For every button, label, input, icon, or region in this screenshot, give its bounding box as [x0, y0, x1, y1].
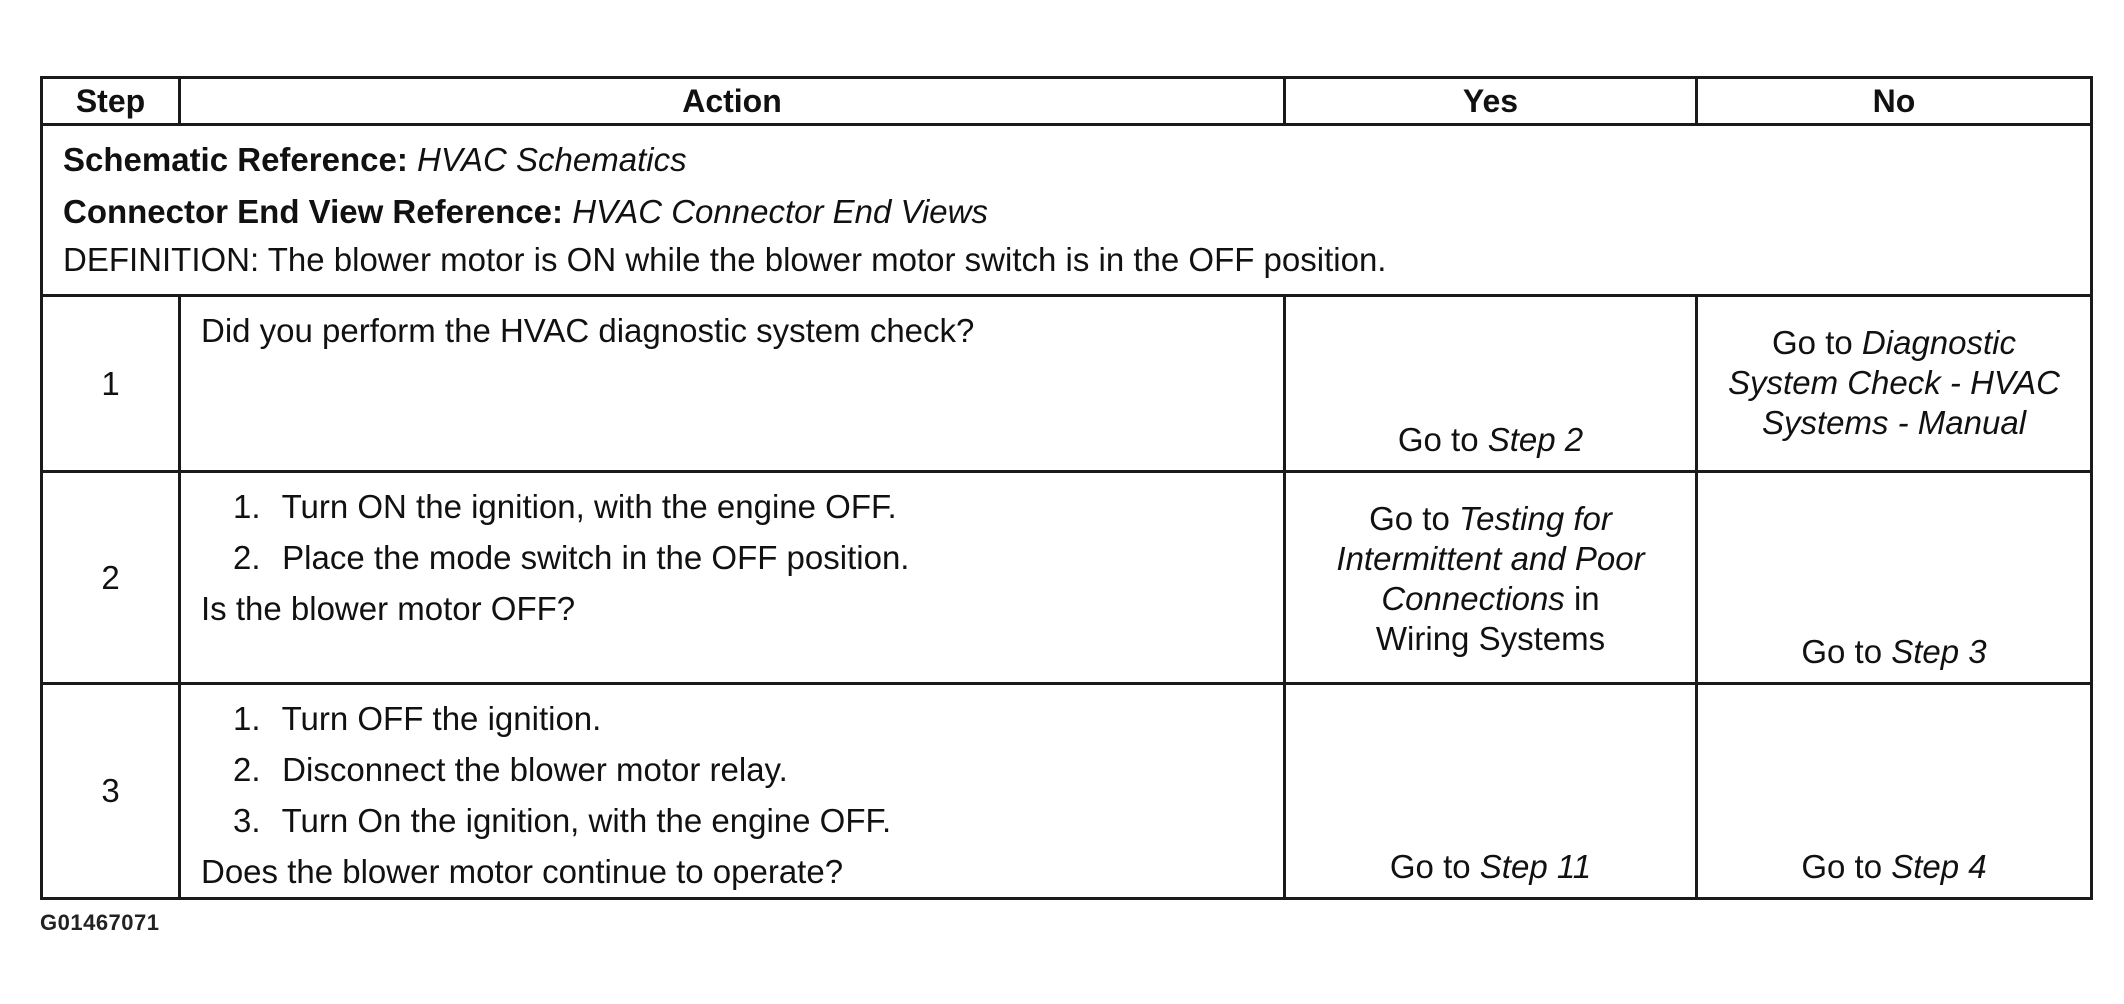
no-prefix: Go to: [1801, 848, 1883, 885]
yes-link-testing-1[interactable]: Testing for: [1459, 500, 1612, 537]
yes-wiring-systems: Wiring Systems: [1375, 620, 1606, 657]
header-row: [42, 78, 2092, 125]
substep: [201, 532, 1263, 583]
yes-cell: [1285, 296, 1697, 472]
schematic-reference-label: Schematic Reference:: [63, 141, 408, 178]
substep-text: Turn On the ignition, with the engine OFF.: [281, 802, 892, 839]
table-row-step-1: [42, 296, 2092, 472]
figure-id: G01467071: [40, 910, 160, 935]
no-link-step-4[interactable]: Step 4: [1891, 848, 1987, 885]
action-question: Did you perform the HVAC diagnostic system check?: [201, 312, 975, 349]
no-link-diagnostic-check-1[interactable]: Diagnostic: [1861, 324, 2016, 361]
action-cell: [180, 472, 1285, 684]
no-prefix: Go to: [1801, 633, 1883, 670]
substep: [201, 744, 1263, 795]
action-question: Is the blower motor OFF?: [201, 590, 576, 627]
substep: [201, 795, 1263, 846]
step-number: 2: [42, 472, 180, 684]
action-cell: [180, 296, 1285, 472]
diagnostic-table: [40, 76, 2093, 900]
connector-reference: [63, 186, 2070, 238]
substep-text: Turn OFF the ignition.: [281, 700, 602, 737]
step-number: 1: [42, 296, 180, 472]
no-cell: [1697, 684, 2092, 899]
substep-number: 2.: [233, 751, 261, 788]
reference-cell: [42, 125, 2092, 296]
yes-link-step-2[interactable]: Step 2: [1487, 421, 1584, 458]
table-row-step-3: [42, 684, 2092, 899]
substep-number: 2.: [233, 539, 261, 576]
substep-text: Turn ON the ignition, with the engine OFF.: [281, 488, 897, 525]
schematic-reference: [63, 134, 2070, 186]
substep: [201, 481, 1263, 532]
yes-link-testing-3[interactable]: Connections: [1381, 580, 1565, 617]
yes-prefix: Go to: [1369, 500, 1450, 537]
no-link-step-3[interactable]: Step 3: [1891, 633, 1987, 670]
step-number: 3: [42, 684, 180, 899]
substep-number: 1.: [233, 488, 261, 525]
table-row-step-2: [42, 472, 2092, 684]
yes-cell: [1285, 472, 1697, 684]
yes-prefix: Go to: [1397, 421, 1479, 458]
action-question: Does the blower motor continue to operate?: [201, 853, 844, 890]
header-action: Action: [180, 78, 1285, 125]
header-yes: Yes: [1285, 78, 1697, 125]
reference-row: [42, 125, 2092, 296]
definition-text: DEFINITION: The blower motor is ON while the blower motor switch is in the OFF position.: [63, 241, 1387, 278]
yes-suffix: in: [1573, 580, 1600, 617]
yes-link-step-11[interactable]: Step 11: [1479, 848, 1592, 885]
no-cell: [1697, 296, 2092, 472]
yes-link-testing-2[interactable]: Intermittent and Poor: [1336, 540, 1645, 577]
header-no: No: [1697, 78, 2092, 125]
yes-prefix: Go to: [1389, 848, 1471, 885]
substep: [201, 693, 1263, 744]
connector-reference-link[interactable]: HVAC Connector End Views: [572, 193, 988, 230]
connector-reference-label: Connector End View Reference:: [63, 193, 564, 230]
yes-cell: [1285, 684, 1697, 899]
schematic-reference-link[interactable]: HVAC Schematics: [417, 141, 687, 178]
no-prefix: Go to: [1772, 324, 1853, 361]
no-link-diagnostic-check-3[interactable]: Systems - Manual: [1761, 404, 2027, 441]
substep-text: Disconnect the blower motor relay.: [282, 751, 788, 788]
action-cell: [180, 684, 1285, 899]
substep-number: 3.: [233, 802, 261, 839]
no-cell: [1697, 472, 2092, 684]
substep-number: 1.: [233, 700, 261, 737]
substep-text: Place the mode switch in the OFF position.: [282, 539, 910, 576]
header-step: Step: [42, 78, 180, 125]
no-link-diagnostic-check-2[interactable]: System Check - HVAC: [1728, 364, 2060, 401]
